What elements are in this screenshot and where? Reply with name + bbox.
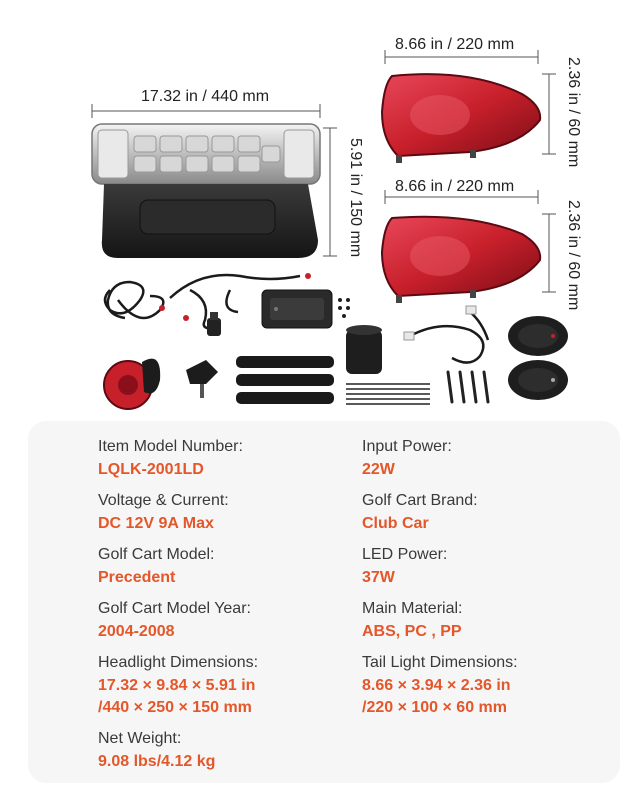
spec-golf-cart-model-year [98,599,251,643]
horn [104,359,160,409]
spec-headlight-dimensions [98,653,258,719]
spec-value-line1: 8.66 × 3.94 × 2.36 in [362,677,511,694]
headlight-assembly [92,124,320,258]
spec-value-line2: /220 × 100 × 60 mm [362,699,507,716]
spec-label: Golf Cart Brand: [362,492,478,509]
headlight-height-dimension-line [323,128,337,256]
long-screws [448,372,488,402]
specifications-panel [28,421,620,783]
taillight-top-height-label: 2.36 in / 60 mm [565,57,582,168]
spec-label: Net Weight: [98,730,182,747]
turn-signal-switch [508,360,568,400]
spec-value-line1: 17.32 × 9.84 × 5.91 in [98,677,256,694]
spec-input-power [362,437,452,481]
connector-white [466,306,476,314]
spec-value: LQLK-2001LD [98,461,204,478]
spec-item-model-number [98,437,243,481]
spec-label: Main Material: [362,600,463,617]
spec-led-power [362,545,447,589]
taillight-bottom-width-label: 8.66 in / 220 mm [395,178,515,195]
spec-value: 22W [362,461,395,478]
spec-value: 37W [362,569,395,586]
taillight-top-width-label: 8.66 in / 220 mm [395,36,515,53]
connector-red [305,273,311,279]
taillight-harness [410,312,488,363]
spec-value: 2004-2008 [98,623,175,640]
spec-label: Golf Cart Model Year: [98,600,251,617]
mounting-bars [236,356,334,404]
spec-label: LED Power: [362,546,448,563]
taillight-bottom [382,217,540,303]
spec-label: Headlight Dimensions: [98,654,259,671]
spec-value: Club Car [362,515,429,532]
spec-golf-cart-brand [362,491,478,535]
spec-value-line2: /440 × 250 × 150 mm [98,699,252,716]
spec-net-weight [98,729,215,773]
connector-red [159,305,165,311]
spec-value: 9.08 lbs/4.12 kg [98,753,216,770]
control-box [262,290,332,328]
spec-main-material [362,599,462,643]
spec-label: Item Model Number: [98,438,243,455]
spec-voltage-current [98,491,229,535]
spec-label: Golf Cart Model: [98,546,215,563]
connector-red [183,315,189,321]
headlight-width-dimension-line [92,104,320,118]
spec-golf-cart-model [98,545,214,589]
spec-label: Tail Light Dimensions: [362,654,518,671]
taillight-top [382,74,540,163]
spec-value: DC 12V 9A Max [98,515,214,532]
spec-value: Precedent [98,569,176,586]
rocker-switch [186,360,218,398]
headlight-height-label: 5.91 in / 150 mm [347,138,364,258]
toggle-switch [207,312,221,336]
headlight-width-label: 17.32 in / 440 mm [141,88,270,105]
spec-value: ABS, PC , PP [362,623,462,640]
connector-white [404,332,414,340]
brake-switch [508,316,568,356]
switch-bracket [346,325,382,374]
spec-label: Voltage & Current: [98,492,229,509]
taillight-bottom-height-label: 2.36 in / 60 mm [565,200,582,311]
zip-ties [346,384,430,404]
screw-set-small [338,298,350,318]
spec-tail-light-dimensions [362,653,518,719]
spec-label: Input Power: [362,438,452,455]
